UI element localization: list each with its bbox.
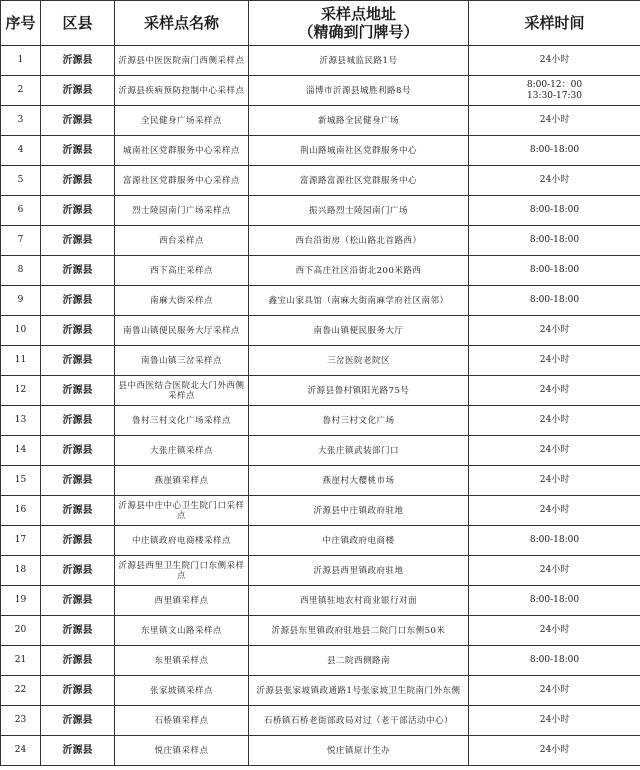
row-number: 23 [1, 706, 41, 736]
row-number: 1 [1, 46, 41, 76]
table-row [1, 76, 640, 106]
row-time [469, 376, 640, 406]
row-address: 荆山路城南社区党群服务中心 [249, 136, 469, 166]
row-number: 12 [1, 376, 41, 406]
row-county: 沂源县 [41, 406, 115, 436]
row-site-name: 沂源县疾病预防控制中心采样点 [115, 76, 249, 106]
row-number: 5 [1, 166, 41, 196]
table-row [1, 586, 640, 616]
row-time [469, 556, 640, 586]
row-number: 10 [1, 316, 41, 346]
row-time-line: 24小时 [539, 505, 570, 515]
row-time-line: 24小时 [539, 625, 570, 635]
table-row [1, 556, 640, 586]
row-time-line: 8:00-18:00 [529, 295, 580, 305]
row-county: 沂源县 [41, 106, 115, 136]
table-row [1, 616, 640, 646]
row-number: 7 [1, 226, 41, 256]
row-site-name: 富源社区党群服务中心采样点 [115, 166, 249, 196]
row-address: 县二院西侧路南 [249, 646, 469, 676]
row-number: 2 [1, 76, 41, 106]
row-county: 沂源县 [41, 46, 115, 76]
row-site-name: 城南社区党群服务中心采样点 [115, 136, 249, 166]
table-row [1, 496, 640, 526]
row-site-name: 中庄镇政府电商楼采样点 [115, 526, 249, 556]
row-time [469, 256, 640, 286]
row-time-line: 24小时 [539, 745, 570, 755]
row-time [469, 196, 640, 226]
row-address: 沂源县西里镇政府驻地 [249, 556, 469, 586]
row-time [469, 616, 640, 646]
row-site-name: 全民健身广场采样点 [115, 106, 249, 136]
row-time-line: 13:30-17:30 [527, 90, 582, 101]
row-site-name: 沂源县西里卫生院门口东侧采样点 [115, 556, 249, 586]
row-number: 9 [1, 286, 41, 316]
header-address-line2: （精确到门牌号） [298, 23, 419, 41]
row-address: 鲁村三村文化广场 [249, 406, 469, 436]
row-time [469, 406, 640, 436]
header-time: 采样时间 [469, 1, 640, 46]
table-row [1, 706, 640, 736]
row-site-name: 鲁村三村文化广场采样点 [115, 406, 249, 436]
row-number: 15 [1, 466, 41, 496]
row-county: 沂源县 [41, 466, 115, 496]
row-county: 沂源县 [41, 586, 115, 616]
row-number: 22 [1, 676, 41, 706]
row-site-name: 县中西医结合医院北大门外西侧采样点 [115, 376, 249, 406]
table-row [1, 466, 640, 496]
row-county: 沂源县 [41, 676, 115, 706]
table-row [1, 526, 640, 556]
row-time-line: 24小时 [539, 415, 570, 425]
header-address-line1: 采样点地址 [320, 5, 396, 23]
row-site-name: 大张庄镇采样点 [115, 436, 249, 466]
table-row [1, 376, 640, 406]
row-number: 18 [1, 556, 41, 586]
row-site-name: 沂源县中医医院南门西侧采样点 [115, 46, 249, 76]
row-number: 20 [1, 616, 41, 646]
row-site-name: 东里镇采样点 [115, 646, 249, 676]
table-row [1, 106, 640, 136]
row-number: 13 [1, 406, 41, 436]
row-site-name: 南鲁山镇三岔采样点 [115, 346, 249, 376]
table-row [1, 736, 640, 766]
header-row [1, 1, 640, 46]
row-site-name: 燕崖镇采样点 [115, 466, 249, 496]
row-time-line: 24小时 [539, 685, 570, 695]
row-time-line: 8:00-18:00 [529, 655, 580, 665]
row-time [469, 166, 640, 196]
row-site-name: 南鲁山镇便民服务大厅采样点 [115, 316, 249, 346]
row-time [469, 136, 640, 166]
table-row [1, 226, 640, 256]
row-time-line: 24小时 [539, 715, 570, 725]
row-address: 沂源县城监民路1号 [249, 46, 469, 76]
row-county: 沂源县 [41, 76, 115, 106]
row-county: 沂源县 [41, 526, 115, 556]
table-row [1, 436, 640, 466]
table-row [1, 256, 640, 286]
row-time [469, 316, 640, 346]
row-county: 沂源县 [41, 316, 115, 346]
row-time [469, 46, 640, 76]
row-address: 西台沿街房（松山路北首路西） [249, 226, 469, 256]
row-time-line: 24小时 [539, 175, 570, 185]
row-site-name: 西下高庄采样点 [115, 256, 249, 286]
row-address: 三岔医院老院区 [249, 346, 469, 376]
row-county: 沂源县 [41, 436, 115, 466]
row-time [469, 286, 640, 316]
row-address: 振兴路烈士陵园南门广场 [249, 196, 469, 226]
row-site-name: 悦庄镇采样点 [115, 736, 249, 766]
row-time [469, 586, 640, 616]
table-row [1, 316, 640, 346]
row-number: 8 [1, 256, 41, 286]
row-county: 沂源县 [41, 646, 115, 676]
row-address: 沂源县张家坡镇政通路1号张家坡卫生院南门外东侧 [249, 676, 469, 706]
row-number: 14 [1, 436, 41, 466]
row-address: 鑫宝山家具馆（南麻大街南麻学府社区南邻） [249, 286, 469, 316]
row-time [469, 676, 640, 706]
row-address: 沂源县鲁村镇阳光路75号 [249, 376, 469, 406]
table-row [1, 406, 640, 436]
row-county: 沂源县 [41, 226, 115, 256]
row-county: 沂源县 [41, 556, 115, 586]
row-county: 沂源县 [41, 616, 115, 646]
table-row [1, 166, 640, 196]
row-county: 沂源县 [41, 196, 115, 226]
row-time [469, 106, 640, 136]
table-row [1, 646, 640, 676]
row-county: 沂源县 [41, 286, 115, 316]
table-row [1, 46, 640, 76]
row-county: 沂源县 [41, 256, 115, 286]
row-address: 悦庄镇原计生办 [249, 736, 469, 766]
row-time-line: 8:00-18:00 [529, 205, 580, 215]
row-time [469, 526, 640, 556]
row-site-name: 张家坡镇采样点 [115, 676, 249, 706]
row-county: 沂源县 [41, 376, 115, 406]
row-time [469, 436, 640, 466]
row-county: 沂源县 [41, 136, 115, 166]
row-time-line: 8:00-18:00 [529, 535, 580, 545]
row-number: 4 [1, 136, 41, 166]
row-time-line: 24小时 [539, 475, 570, 485]
row-address: 沂源县东里镇政府驻地县二院门口东侧50米 [249, 616, 469, 646]
row-address: 燕崖村大樱桃市场 [249, 466, 469, 496]
row-time-line: 24小时 [539, 385, 570, 395]
row-time-line: 8:00-18:00 [529, 265, 580, 275]
header-address [249, 1, 469, 46]
row-time [469, 646, 640, 676]
row-time-line: 24小时 [539, 325, 570, 335]
row-number: 24 [1, 736, 41, 766]
row-county: 沂源县 [41, 496, 115, 526]
row-address: 富源路富源社区党群服务中心 [249, 166, 469, 196]
row-time [469, 706, 640, 736]
row-site-name: 东里镇文山路采样点 [115, 616, 249, 646]
table-row [1, 196, 640, 226]
header-site-name: 采样点名称 [115, 1, 249, 46]
header-no: 序号 [1, 1, 41, 46]
row-time [469, 76, 640, 106]
row-address: 石桥镇石桥老街部政局对过（老干部活动中心） [249, 706, 469, 736]
row-time [469, 346, 640, 376]
row-time [469, 496, 640, 526]
row-site-name: 西里镇采样点 [115, 586, 249, 616]
table-row [1, 676, 640, 706]
row-number: 21 [1, 646, 41, 676]
row-number: 6 [1, 196, 41, 226]
row-site-name: 西台采样点 [115, 226, 249, 256]
row-address: 新城路全民健身广场 [249, 106, 469, 136]
header-county: 区县 [41, 1, 115, 46]
row-time-line: 24小时 [539, 565, 570, 575]
row-site-name: 南麻大街采样点 [115, 286, 249, 316]
row-site-name: 沂源县中庄中心卫生院门口采样点 [115, 496, 249, 526]
row-time-line: 8:00-12：00 [526, 79, 583, 90]
row-site-name: 烈士陵园南门广场采样点 [115, 196, 249, 226]
row-address: 淄博市沂源县城胜利路8号 [249, 76, 469, 106]
row-time-line: 24小时 [539, 55, 570, 65]
row-address: 西里镇驻地农村商业银行对面 [249, 586, 469, 616]
row-county: 沂源县 [41, 166, 115, 196]
row-time-line: 24小时 [539, 115, 570, 125]
row-address: 南鲁山镇便民服务大厅 [249, 316, 469, 346]
table-row [1, 136, 640, 166]
row-number: 16 [1, 496, 41, 526]
row-county: 沂源县 [41, 706, 115, 736]
row-number: 11 [1, 346, 41, 376]
row-county: 沂源县 [41, 346, 115, 376]
row-address: 西下高庄社区沿街北200米路西 [249, 256, 469, 286]
table-body [1, 46, 640, 766]
row-time-line: 24小时 [539, 445, 570, 455]
table-row [1, 286, 640, 316]
row-number: 3 [1, 106, 41, 136]
row-time [469, 226, 640, 256]
row-time [469, 466, 640, 496]
row-time-line: 24小时 [539, 355, 570, 365]
row-address: 沂源县中庄镇政府驻地 [249, 496, 469, 526]
table-row [1, 346, 640, 376]
row-address: 中庄镇政府电商楼 [249, 526, 469, 556]
row-address: 大张庄镇武装部门口 [249, 436, 469, 466]
row-time-line: 8:00-18:00 [529, 595, 580, 605]
row-county: 沂源县 [41, 736, 115, 766]
row-time-line: 8:00-18:00 [529, 235, 580, 245]
row-number: 19 [1, 586, 41, 616]
row-time-line: 8:00-18:00 [529, 145, 580, 155]
row-number: 17 [1, 526, 41, 556]
row-time [469, 736, 640, 766]
row-site-name: 石桥镇采样点 [115, 706, 249, 736]
